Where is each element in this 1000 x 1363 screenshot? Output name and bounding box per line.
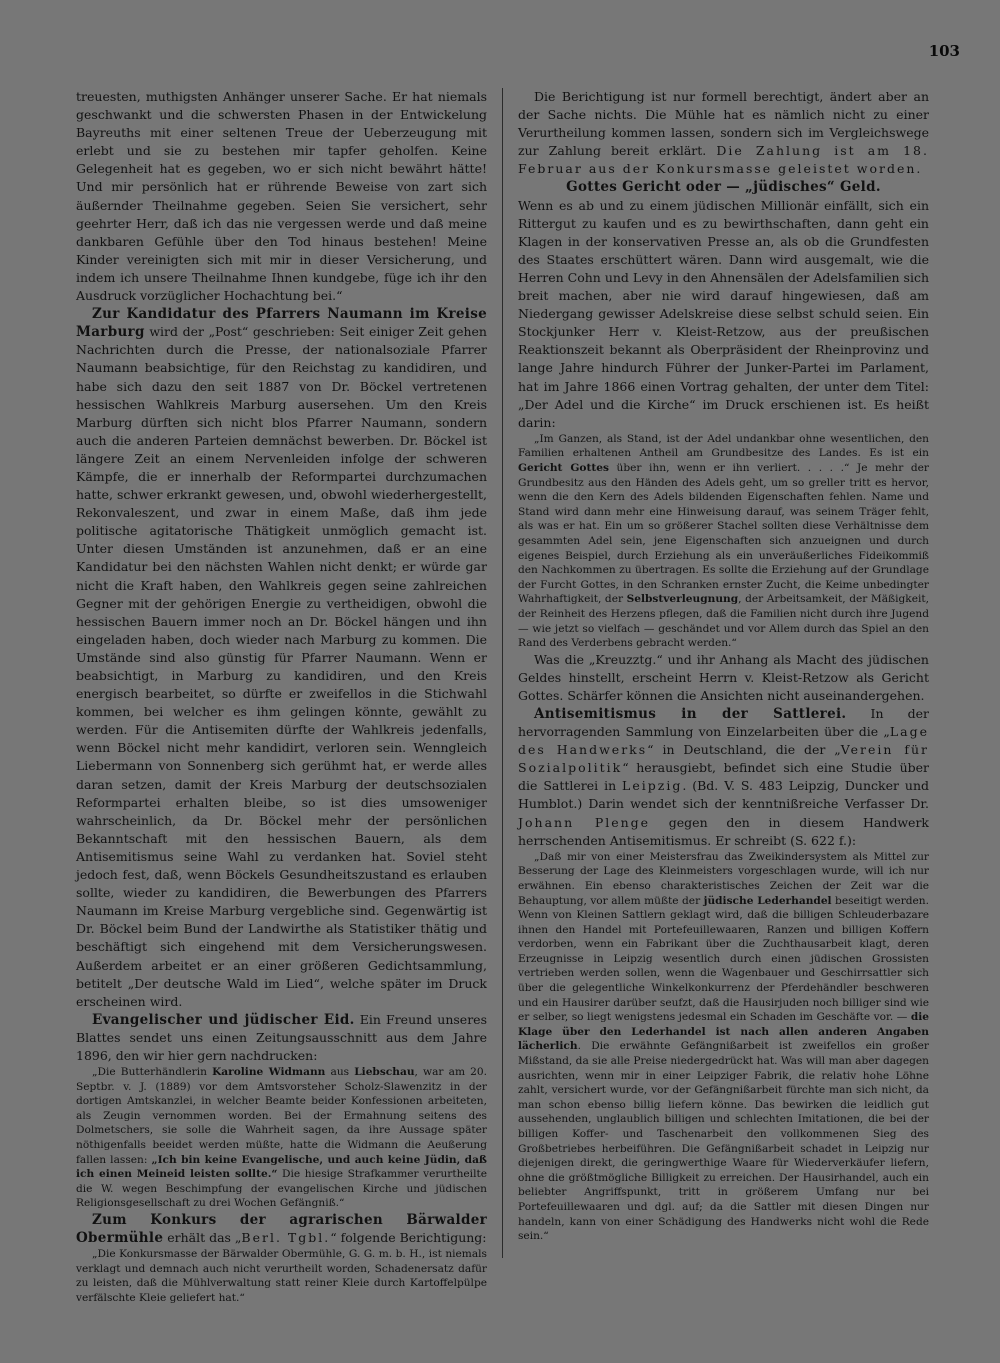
- article-sattlerei-text: gegen den in diesem Handwerk herrschenden Antisemitismus. Er schreibt (S. 622 f.):: [518, 814, 929, 848]
- quote-emphasis: Selbstverleugnung: [626, 593, 739, 606]
- article-konkurs: [76, 1211, 487, 1247]
- quote-text: „Daß mir von einer Meistersfrau das Zweikindersystem als Mittel zur Besserung der Lage des Kleinmeisters vorgeschlagen wurde, will ich nur erwähnen. Ein ebenso charakteristisches Zeichen der Zeit war die Behauptung, vor allem müßte der: [518, 850, 929, 907]
- article-eid-heading: Evangelischer und jüdischer Eid.: [92, 1011, 355, 1028]
- article-sattlerei-quote: [518, 850, 929, 1244]
- berichtigung-text: Die Berichtigung ist nur formell berechtigt, ändert aber an der Sache nichts. Die Mühle hat es nämlich nicht zu einer Verurtheilung kommen lassen, sondern sich im Vergleichswege zur Zahlung bereit erklärt.: [518, 89, 929, 159]
- quote-text: aus: [325, 1066, 355, 1079]
- city-name: Leipzig: [622, 778, 683, 794]
- article-sattlerei-text: In der hervorragenden Sammlung von Einzelarbeiten über die „: [518, 705, 930, 740]
- article-gottes-gericht-heading: Gottes Gericht oder — „jüdisches“ Geld.: [566, 179, 881, 196]
- article-gottes-gericht-conclusion: Was die „Kreuzztg.“ und ihr Anhang als Macht des jüdischen Geldes hinstellt, erscheint Herrn v. Kleist-Retzow als Gericht Gottes. Schärfer können die Ansichten nicht auseinandergehen.: [518, 651, 929, 703]
- quote-emphasis: die Klage über den Lederhandel ist nach allen anderen Angaben lächerlich: [518, 1011, 929, 1053]
- article-konkurs-text: erhält das „: [163, 1230, 242, 1246]
- quote-text: , war am 20. Septbr. v. J. (1889) vor dem Amtsvorsteher Scholz-Slawenzitz in der dortigen Amtskanzlei, in welcher Beamte beider Konfessionen arbeiteten, als Zeugin vernommen worden. Bei der Ermahnung seitens des Dolmetschers, sie solle die Wahrheit sagen, da ihre Aussage später nöthigenfalls beeidet werden müßte, hatte die Widmann die Aeußerung fallen lassen:: [76, 1066, 487, 1166]
- quote-text: , der Arbeitsamkeit, der Mäßigkeit, der Reinheit des Herzens pflegen, daß die Familien nicht durch ihre Jugend — wie jetzt so vielfach — geschändet und vor Allem durch das Spiel an den Rand des Verderbens gebracht werden.“: [518, 593, 929, 650]
- article-konkurs-text: “ folgende Berichtigung:: [330, 1230, 487, 1246]
- article-eid-text: Ein Freund unseres Blattes sendet uns einen Zeitungsausschnitt aus dem Jahre 1896, den wir hier gern nachdrucken:: [76, 1011, 487, 1063]
- quote-text: . Die erwähnte Gefängnißarbeit ist zweifellos ein großer Mißstand, da sie alle Preise niedergedrückt hat. Was will man aber dagegen ausrichten, wenn mir in einer Leipziger Fabrik, die relativ hohe Löhne zahlt, versichert wurde, vor der Gefängnißarbeit fürchte man sich nicht, da man schon ebenso billig liefern könne. Das bewirken die leidlich gut aussehenden, unglaublich billigen und schlechten Imitationen, die bei der billigen Koffer- und Taschenarbeit den vollkommenen Sieg des Großbetriebes herbeiführen. Die Gefängnißarbeit schadet in Leipzig nur diejenigen direkt, die geringwerthige Waare für Wiederverkäufer liefern, ohne die größtmögliche Billigkeit zu erreichen. Der Hausirhandel, auch ein beliebter Angriffspunkt, tritt in größerem Umfang nur bei Portefeuillewaaren und dgl. auf; da die Sattler mit diesen Dingen nur handeln, kann von einer Schädigung des Handwerks nicht wohl die Rede sein.“: [518, 1040, 929, 1243]
- page-number: 103: [928, 42, 960, 60]
- article-gottes-gericht-quote: [518, 432, 929, 651]
- quote-text: „Die Konkursmasse der Bärwalder Obermühle, G. G. m. b. H., ist niemals verklagt und demnach auch nicht verurtheilt worden, Schadenersatz dafür zu leisten, daß die Mühlverwaltung statt reiner Kleie durch Kartoffelpülpe verfälschte Kleie geliefert hat.“: [76, 1248, 487, 1304]
- article-konkurs-quote: [76, 1247, 487, 1305]
- quote-text: „Die Butterhändlerin: [92, 1066, 213, 1079]
- quote-emphasis: jüdische Lederhandel: [703, 894, 832, 907]
- quote-name: Karoline Widmann: [212, 1066, 326, 1079]
- article-sattlerei-text: “ in Deutschland, die der „: [647, 742, 841, 758]
- article-eid-quote: [76, 1065, 487, 1211]
- quote-place: Liebschau: [354, 1066, 415, 1079]
- article-konkurs-heading: Zum Konkurs der agrarischen Bärwalder Obermühle: [76, 1212, 487, 1247]
- book-title: Lage des Handwerks: [518, 724, 929, 758]
- article-naumann-heading: Zur Kandidatur des Pfarrers Naumann im Kreise Marburg: [76, 306, 487, 341]
- right-column: [518, 88, 929, 1244]
- author-name: Johann Plenge: [518, 814, 651, 830]
- intro-paragraph: treuesten, muthigsten Anhänger unserer Sache. Er hat niemals geschwankt und die schwersten Phasen in der Entwickelung Bayreuths mit einer seltenen Treue der Ueberzeugung mit erlebt und sie zu bestehen mir tapfer geholfen. Keine Gelegenheit hat es gegeben, wo er sich nicht bewährt hätte! Und mir persönlich hat er rührende Beweise von zart sich äußernder Theilnahme gegeben. Seien Sie versichert, sehr geehrter Herr, daß ich das nie vergessen werde und daß meine dankbaren Gefühle über den Tod hinaus bestehen! Meine Kinder vereinigten sich mit mir in dieser Versicherung, und indem ich unsere Theilnahme Ihnen kundgebe, füge ich ihr den Ausdruck vorzüglicher Hochachtung bei.“: [76, 89, 487, 304]
- column-divider: [502, 88, 503, 1258]
- article-sattlerei: [518, 705, 929, 850]
- berichtigung-spaced-text: Die Zahlung ist am 18. Februar aus der Konkursmasse geleistet worden.: [518, 143, 929, 177]
- article-eid: [76, 1011, 487, 1065]
- quote-text: beseitigt werden. Wenn von Kleinen Sattlern geklagt wird, daß die billigen Schleuderbazare ihnen den Handel mit Portefeuillewaaren, Ranzen und billigen Koffern verdorben, wenn ein Fabrikant über die Zuchthausarbeit klagt, deren Erzeugnisse in Leipzig wesentlich durch einen jüdischen Grossisten vertrieben werden sollen, wenn die Wagenbauer und Geschirrsattler sich über die gelegentliche Winkelkonkurrenz der Pferdehändler beschweren und ein Hausirer darüber seufzt, daß die Hausirjuden noch billiger sind wie er selber, so liegt wenigstens jedesmal ein Schaden im Geschäfte vor. —: [518, 894, 929, 1024]
- article-sattlerei-text: . (Bd. V. S. 483 Leipzig, Duncker und Humblot.) Darin wendet sich der kenntnißreiche Verfasser Dr.: [518, 778, 929, 812]
- quote-text: „Im Ganzen, als Stand, ist der Adel undankbar ohne wesentlichen, den Familien erhaltenen Antheil am Grundbesitze des Landes. Es ist ein: [518, 432, 929, 460]
- quote-text: über ihn, wenn er ihn verliert. . . . .“ Je mehr der Grundbesitz aus den Händen des Adels geht, um so greller tritt es hervor, wenn die den Kern des Adels bildenden Eigenschaften fehlen. Name und Stand wird dann mehr eine Hinweisung darauf, was seinem Träger fehlt, als was er hat. Ein um so größerer Stachel sollten diese Verhältnisse dem gesammten Adel sein, jene Eigenschaften sich anzueignen und durch eigenes Beispiel, durch Erziehung als ein unveräußerliches Fideikommiß den Nachkommen zu übertragen. Es sollte die Erziehung auf der Grundlage der Furcht Gottes, in den Schranken ernster Zucht, die Keime unbedingter Wahrhaftigkeit, der: [518, 461, 929, 606]
- quote-text: Die hiesige Strafkammer verurtheilte die W. wegen Beschimpfung der evangelischen Kirche und jüdischen Religionsgesellschaft zu drei Wochen Gefängniß.“: [76, 1168, 487, 1210]
- berichtigung-paragraph: [518, 88, 929, 178]
- association-name: Verein für Sozialpolitik: [518, 742, 929, 776]
- article-sattlerei-text: “ herausgiebt, befindet sich eine Studie über die Sattlerei in: [518, 760, 929, 794]
- quote-emphasis: „Ich bin keine Evangelische, und auch keine Jüdin, daß ich einen Meineid leisten sollte.“: [76, 1153, 487, 1181]
- quote-emphasis: Gericht Gottes: [518, 461, 609, 474]
- article-gottes-gericht-text: Wenn es ab und zu einem jüdischen Millionär einfällt, sich ein Rittergut zu kaufen und es zu bewirthschaften, dann geht ein Klagen in der konservativen Presse an, als ob die Grundfesten des Staates erschüttert wären. Dann wird ausgemalt, wie die Herren Cohn und Levy in den Ahnensälen der Adelsfamilien sich breit machen, aber nie wird darauf hingewiesen, daß am Niedergang gewisser Adelskreise diese selbst schuld seien. Ein Stockjunker Herr v. Kleist-Retzow, aus der preußischen Reaktionszeit bekannt als Oberpräsident der Rheinprovinz und lange Jahre hindurch Führer der Junker-Partei im Parlament, hat im Jahre 1866 einen Vortrag gehalten, der unter dem Titel: „Der Adel und die Kirche“ im Druck erschienen ist. Es heißt darin:: [518, 197, 930, 430]
- article-naumann: [76, 305, 487, 1011]
- article-sattlerei-heading: Antisemitismus in der Sattlerei.: [534, 705, 847, 722]
- newspaper-name: Berl. Tgbl.: [241, 1230, 331, 1246]
- article-naumann-text: wird der „Post“ geschrieben: Seit einiger Zeit gehen Nachrichten durch die Presse, der nationalsoziale Pfarrer Naumann beabsichtige, für den Reichstag zu kandidiren, und habe sich dazu den seit 1887 von Dr. Böckel vertretenen hessischen Wahlkreis Marburg ausersehen. Um den Kreis Marburg dürften sich nicht blos Pfarrer Naumann, sondern auch die anderen Parteien demnächst bewerben. Dr. Böckel ist längere Zeit an einem Nervenleiden infolge der schweren Kämpfe, die er innerhalb der Reformpartei durchzumachen hatte, schwer erkrankt gewesen, und, obwohl wiederhergestellt, Rekonvaleszent, und zwar in einem Maße, daß ihm jede politische agitatorische Thätigkeit unmöglich gemacht ist. Unter diesen Umständen ist anzunehmen, daß er an eine Kandidatur bei den nächsten Wahlen nicht denkt; er würde gar nicht die Kraft haben, den Wahlkreis gegen seine zahlreichen Gegner mit der gehörigen Energie zu vertheidigen, obwohl die hessischen Bauern immer noch an Dr. Böckel hängen und ihn eingeladen haben, doch wieder nach Marburg zu kommen. Die Umstände sind also günstig für Pfarrer Naumann. Wenn er beabsichtigt, in Marburg zu kandidiren, und den Kreis energisch bearbeitet, so dürfte er zweifellos in die Stichwahl kommen, bei welcher es ihm gelingen könnte, gewählt zu werden. Für die Antisemiten dürfte der Wahlkreis jedenfalls, wenn Böckel nicht mehr kandidirt, verloren sein. Wenngleich Liebermann von Sonnenberg sich gerühmt hat, er werde alles daran setzen, damit der Kreis Marburg der deutschsozialen Reformpartei erhalten bleibe, so ist dies umsoweniger wahrscheinlich, da Dr. Böckel mehr der persönlichen Bekanntschaft mit den hessischen Bauern, als dem Antisemitismus seine Wahl zu verdanken hat. Soviel steht jedoch fest, daß, wenn Böckels Gesundheitszustand es erlauben sollte, wieder zu kandidiren, die Bewerbungen des Pfarrers Naumann im Kreise Marburg vergebliche sind. Gegenwärtig ist Dr. Böckel beim Bund der Landwirthe als Statistiker thätig und beschäftigt sich eingehend mit dem Versicherungswesen. Außerdem arbeitet er an einer größeren Gedichtsammlung, betitelt „Der deutsche Wald im Lied“, welche später im Druck erscheinen wird.: [76, 324, 487, 1009]
- left-column: [76, 88, 487, 1306]
